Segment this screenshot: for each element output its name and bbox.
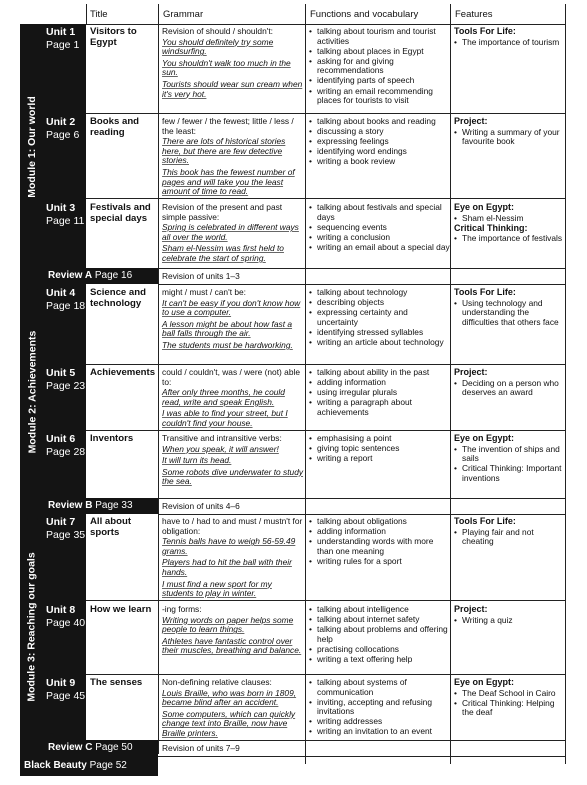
grammar-cell: Revision of the present and past simple passive: Spring is celebrated in different ways all over the world. Sham el-Nessim was first held to celebrate the start of spring.	[162, 202, 299, 263]
header-functions: Functions and vocabulary	[310, 9, 419, 20]
row-divider	[158, 284, 565, 285]
functions-cell: • talking about tourism and tourist activities • talking about places in Egypt • asking for and giving recommendations • identifying parts of speech • writing an email recommending places for tourists to visit	[309, 27, 450, 106]
row-divider	[158, 756, 565, 757]
row-divider	[158, 740, 565, 741]
features-cell: Eye on Egypt: • The invention of ships and sails • Critical Thinking: Important inventions	[454, 434, 564, 484]
footer-label: Black Beauty Page 52	[24, 760, 127, 771]
row-divider	[86, 430, 565, 431]
unit-label: Unit 6 Page 28	[46, 433, 86, 458]
unit-title: Achievements	[90, 367, 156, 378]
row-divider	[158, 514, 565, 515]
grid-line	[86, 4, 87, 24]
features-cell: Project: • Writing a quiz	[454, 605, 564, 626]
row-divider	[86, 364, 565, 365]
module-1-label: Module 1: Our world	[26, 95, 38, 198]
review-text: Revision of units 4–6	[162, 501, 240, 511]
features-cell: Tools For Life: • Playing fair and not cheating	[454, 517, 564, 547]
row-divider	[158, 268, 565, 269]
functions-cell: • talking about festivals and special days • sequencing events • writing a conclusion • writing an email about a special day	[309, 203, 450, 253]
grid-line	[158, 4, 159, 754]
functions-cell: • talking about systems of communication • inviting, accepting and refusing invitations • writing addresses • writing an invitation to an event	[309, 678, 450, 738]
functions-cell: • talking about ability in the past • adding information • using irregular plurals • writing a paragraph about achievements	[309, 368, 450, 418]
functions-cell: • talking about technology • describing objects • expressing certainty and uncertainty • identifying stressed syllables • writing an article about technology	[309, 288, 450, 348]
review-label: Review B Page 33	[48, 500, 133, 511]
features-cell: Project: • Deciding on a person who deserves an award	[454, 368, 564, 398]
unit-title: Festivals and special days	[90, 202, 151, 224]
row-divider	[86, 113, 565, 114]
functions-cell: • talking about books and reading • discussing a story • expressing feelings • identifying word endings • writing a book review	[309, 117, 450, 167]
grammar-cell: -ing forms: Writing words on paper helps some people to learn things. Athletes have fantastic control over their muscles, breathing and balance.	[162, 604, 302, 656]
features-cell: Eye on Egypt: • Sham el-Nessim Critical Thinking: • The importance of festivals	[454, 203, 564, 244]
review-text: Revision of units 1–3	[162, 271, 240, 281]
unit-label: Unit 4 Page 18	[46, 287, 86, 312]
header-features: Features	[455, 9, 493, 20]
unit-label: Unit 8 Page 40	[46, 604, 86, 629]
unit-title: The senses	[90, 677, 143, 688]
row-divider	[86, 600, 565, 601]
unit-title: Visitors to Egypt	[90, 26, 137, 48]
review-label: Review A Page 16	[48, 270, 133, 281]
features-cell: Project: • Writing a summary of your favourite book	[454, 117, 564, 147]
grammar-cell: Non-defining relative clauses: Louis Braille, who was born in 1809, became blind after an accident. Some computers, which can quickly change text into Braille, now have Braille printers.	[162, 677, 297, 738]
grammar-cell: few / fewer / the fewest; little / less / the least: There are lots of historical stories here, but there are few detective stories. This book has the fewest number of pages and will take you the least amount of time to read.	[162, 116, 295, 197]
unit-title: Science and technology	[90, 287, 146, 309]
grammar-cell: might / must / can't be: It can't be easy if you don't know how to use a computer. A lesson might be about how fast a ball falls through the air. The students must be hardworking.	[162, 287, 301, 350]
row-divider	[86, 674, 565, 675]
review-text: Revision of units 7–9	[162, 743, 240, 753]
unit-title: All about sports	[90, 516, 132, 538]
grid-line	[86, 24, 565, 25]
module-2-label: Module 2: Achievements	[26, 330, 39, 453]
features-cell: Eye on Egypt: • The Deaf School in Cairo • Critical Thinking: Helping the deaf	[454, 678, 564, 718]
grammar-cell: have to / had to and must / mustn't for obligation: Tennis balls have to weigh 56-59.49 grams. Players had to hit the ball with their hands. I must find a new sport for my students to play in winter.	[162, 516, 303, 599]
unit-title: How we learn	[90, 604, 152, 615]
functions-cell: • emphasising a point • giving topic sentences • writing a report	[309, 434, 450, 464]
unit-label: Unit 5 Page 23	[46, 367, 86, 392]
unit-label: Unit 3 Page 11	[46, 202, 85, 227]
features-cell: Tools For Life: • Using technology and understanding the difficulties that others face	[454, 288, 564, 328]
unit-title: Inventors	[90, 433, 134, 444]
grid-line	[450, 4, 451, 764]
unit-label: Unit 7 Page 35	[46, 516, 86, 541]
grammar-cell: Revision of should / shouldn't: You should definitely try some windsurfing. You shouldn't walk too much in the sun. Tourists should wear sun cream when it's very hot.	[162, 26, 303, 99]
grid-line	[565, 4, 566, 764]
unit-label: Unit 1 Page 1	[46, 26, 80, 51]
module-3-label: Module 3: Reaching our goals	[26, 551, 39, 702]
functions-cell: • talking about intelligence • talking about internet safety • talking about problems and offering help • practising collocations • writing a text offering help	[309, 605, 450, 665]
unit-label: Unit 9 Page 45	[46, 677, 86, 702]
grammar-cell: Transitive and intransitive verbs: When you speak, it will answer! It will turn its head. Some robots dive underwater to study the sea.	[162, 433, 304, 487]
header-title: Title	[90, 9, 108, 20]
unit-label: Unit 2 Page 6	[46, 116, 80, 141]
functions-cell: • talking about obligations • adding information • understanding words with more than one meaning • writing rules for a sport	[309, 517, 450, 567]
row-divider	[86, 198, 565, 199]
grid-line	[305, 4, 306, 764]
header-grammar: Grammar	[163, 9, 204, 20]
row-divider	[158, 498, 565, 499]
unit-title: Books and reading	[90, 116, 140, 138]
review-label: Review C Page 50	[48, 742, 133, 753]
features-cell: Tools For Life: • The importance of tourism	[454, 27, 564, 48]
grammar-cell: could / couldn't, was / were (not) able to: After only three months, he could read, write and speak English. I was able to find your street, but I couldn't find your house.	[162, 367, 300, 428]
